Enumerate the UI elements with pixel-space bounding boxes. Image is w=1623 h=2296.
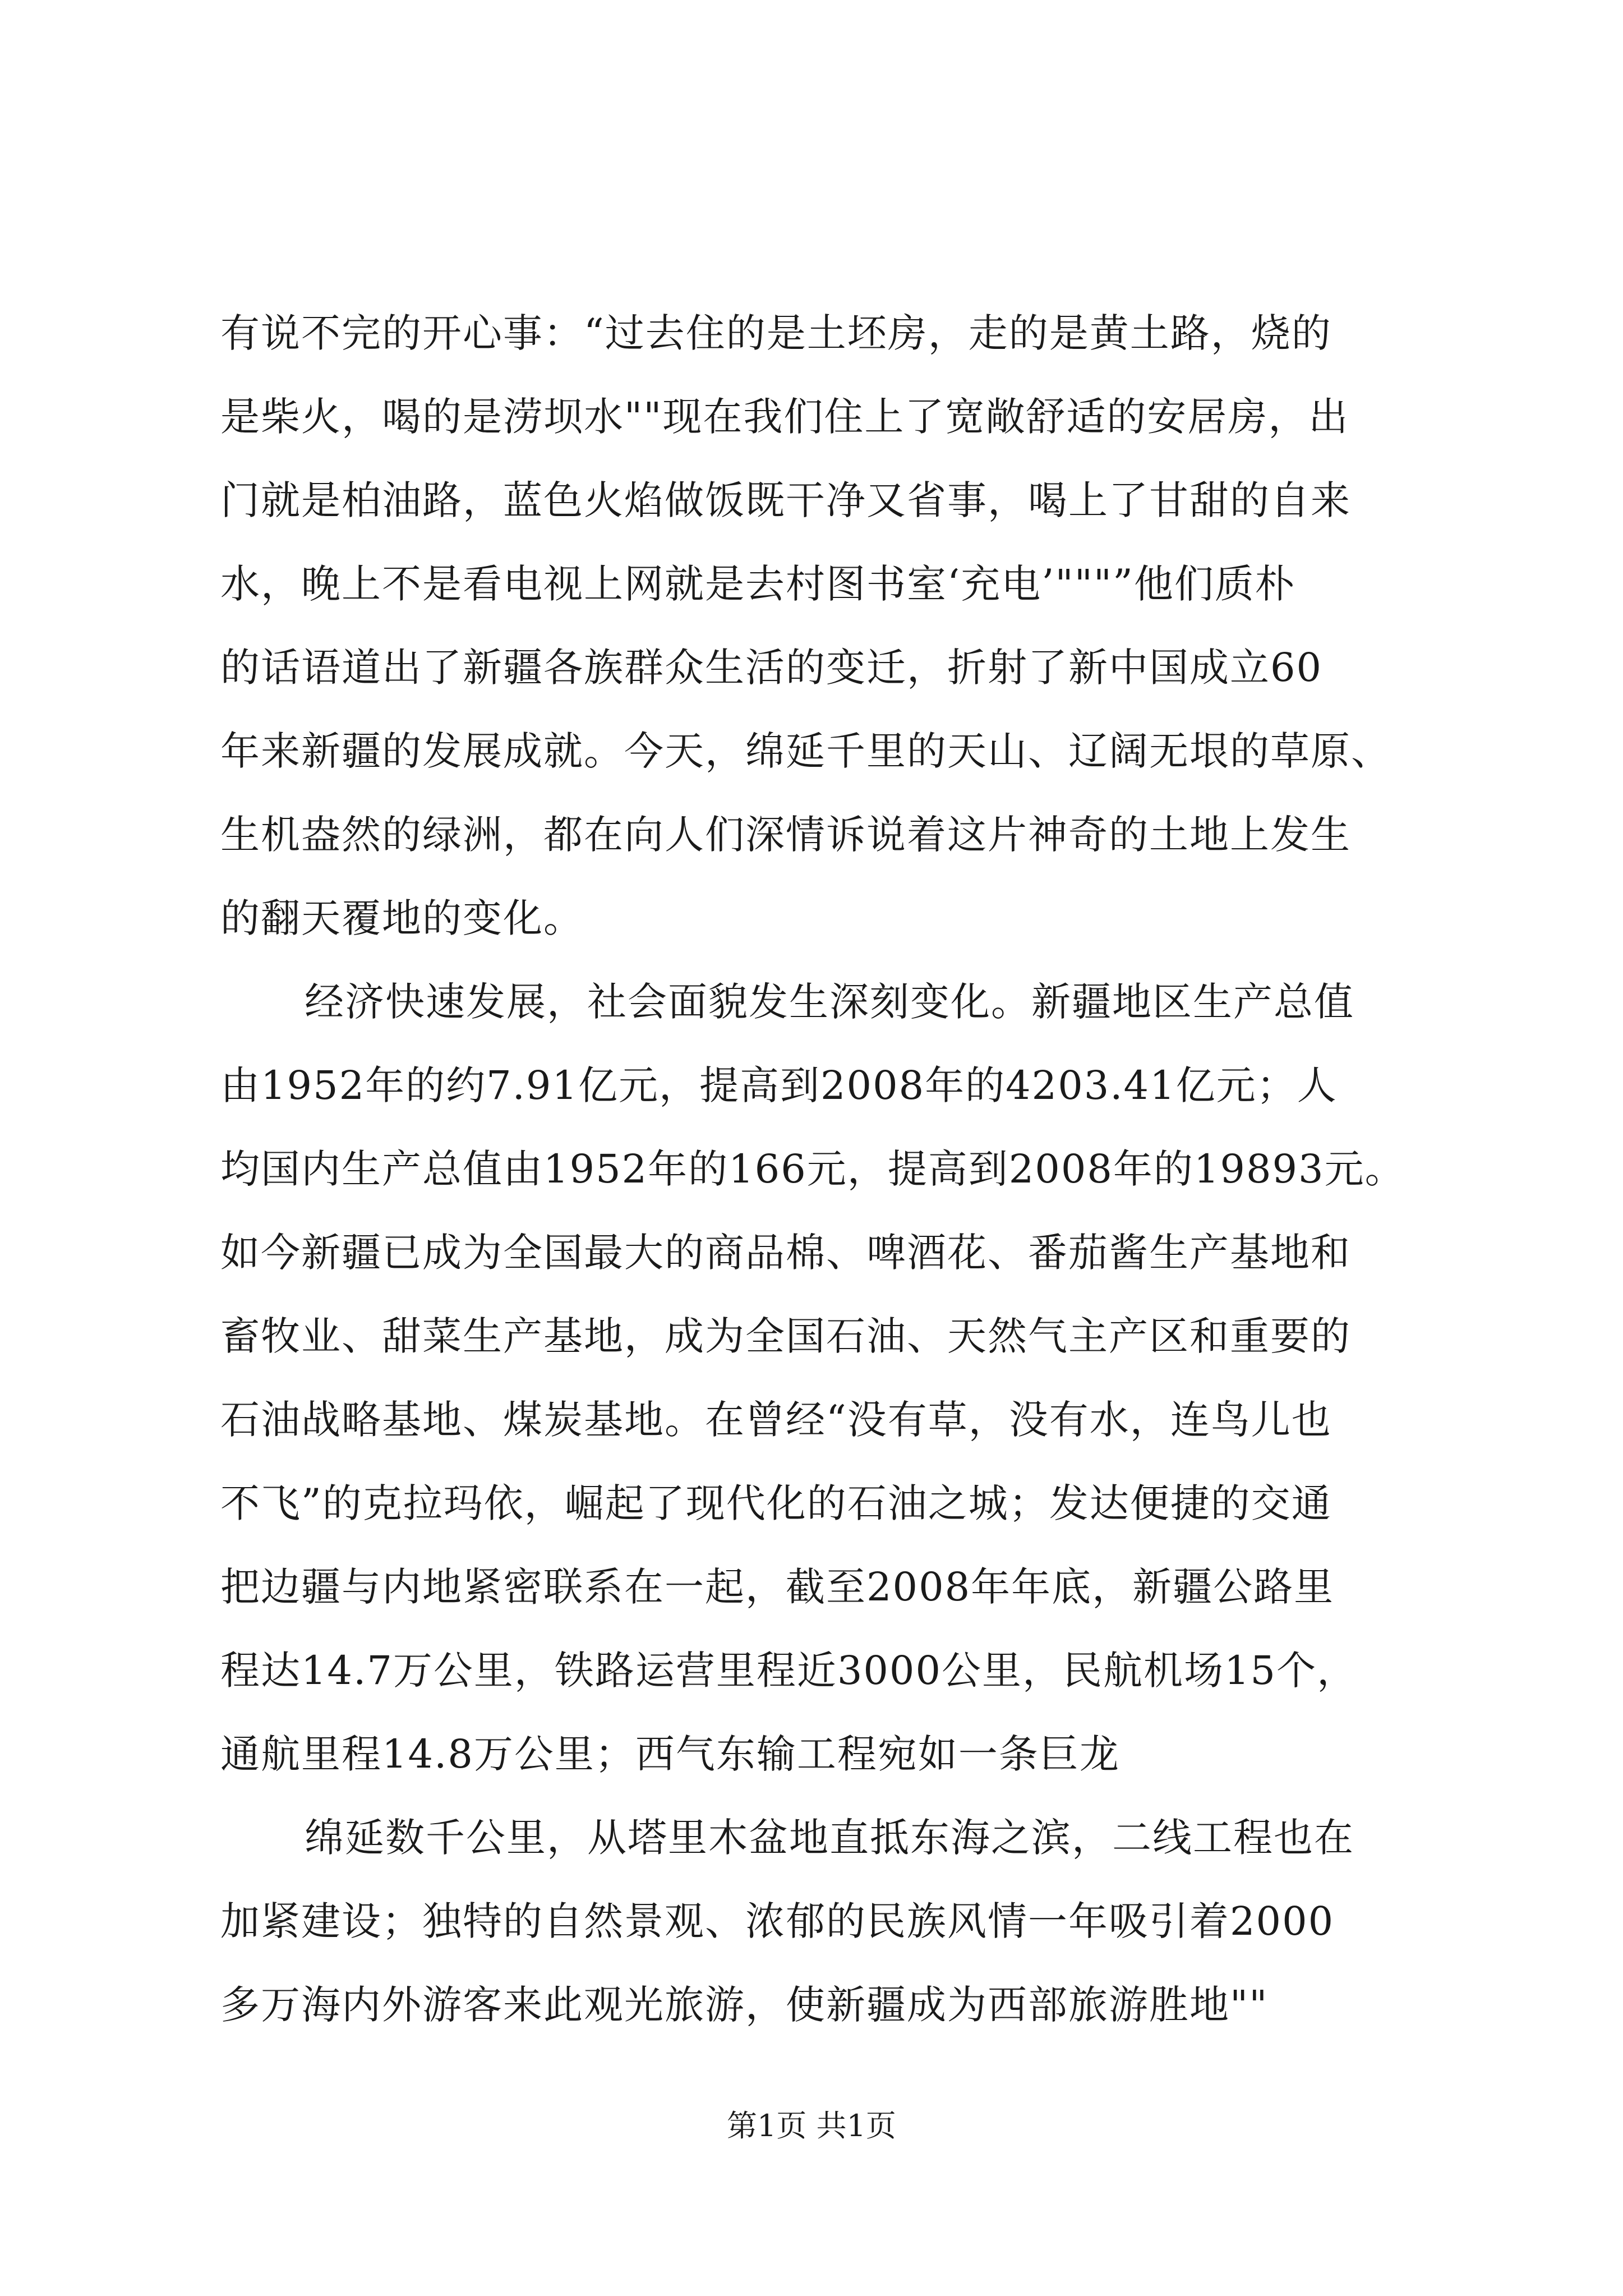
paragraph-1-line-8: 的翻天覆地的变化。	[220, 895, 584, 941]
paragraph-2-line-8: 把边疆与内地紧密联系在一起，截至2008年年底，新疆公路里	[220, 1564, 1335, 1610]
paragraph-1-line-2: 是柴火，喝的是涝坝水""现在我们住上了宽敞舒适的安居房，出	[220, 394, 1349, 440]
paragraph-1-line-1: 有说不完的开心事：“过去住的是土坯房，走的是黄土路，烧的	[220, 310, 1332, 356]
paragraph-2-line-5: 畜牧业、甜菜生产基地，成为全国石油、天然气主产区和重要的	[220, 1313, 1351, 1359]
paragraph-2-line-2: 由1952年的约7.91亿元，提高到2008年的4203.41亿元；人	[220, 1062, 1338, 1108]
paragraph-2-line-7: 不飞”的克拉玛依，崛起了现代化的石油之城；发达便捷的交通	[220, 1480, 1332, 1526]
paragraph-2-line-3: 均国内生产总值由1952年的166元，提高到2008年的19893元。	[220, 1146, 1405, 1192]
paragraph-2-line-1: 经济快速发展，社会面貌发生深刻变化。新疆地区生产总值	[305, 979, 1354, 1025]
paragraph-2-line-9: 程达14.7万公里，铁路运营里程近3000公里，民航机场15个，	[220, 1648, 1358, 1694]
paragraph-3-line-2: 加紧建设；独特的自然景观、浓郁的民族风情一年吸引着2000	[220, 1898, 1335, 1944]
paragraph-2-line-6: 石油战略基地、煤炭基地。在曾经“没有草，没有水，连鸟儿也	[220, 1397, 1332, 1443]
paragraph-1-line-5: 的话语道出了新疆各族群众生活的变迁，折射了新中国成立60	[220, 645, 1323, 691]
paragraph-2-line-4: 如今新疆已成为全国最大的商品棉、啤酒花、番茄酱生产基地和	[220, 1230, 1351, 1276]
page-number-footer: 第1页 共1页	[727, 2108, 896, 2143]
paragraph-3-line-3: 多万海内外游客来此观光旅游，使新疆成为西部旅游胜地""	[220, 1982, 1269, 2028]
paragraph-1-line-3: 门就是柏油路，蓝色火焰做饭既干净又省事，喝上了甘甜的自来	[220, 477, 1351, 523]
paragraph-3-line-1: 绵延数千公里，从塔里木盆地直抵东海之滨，二线工程也在	[305, 1815, 1354, 1861]
document-body	[220, 292, 1409, 2047]
paragraph-1-line-4: 水，晚上不是看电视上网就是去村图书室‘充电’"""”他们质朴	[220, 561, 1295, 607]
paragraph-1-line-7: 生机盎然的绿洲，都在向人们深情诉说着这片神奇的土地上发生	[220, 812, 1351, 858]
paragraph-1-line-6: 年来新疆的发展成就。今天，绵延千里的天山、辽阔无垠的草原、	[220, 728, 1391, 774]
paragraph-2-line-10: 通航里程14.8万公里；西气东输工程宛如一条巨龙	[220, 1731, 1120, 1777]
